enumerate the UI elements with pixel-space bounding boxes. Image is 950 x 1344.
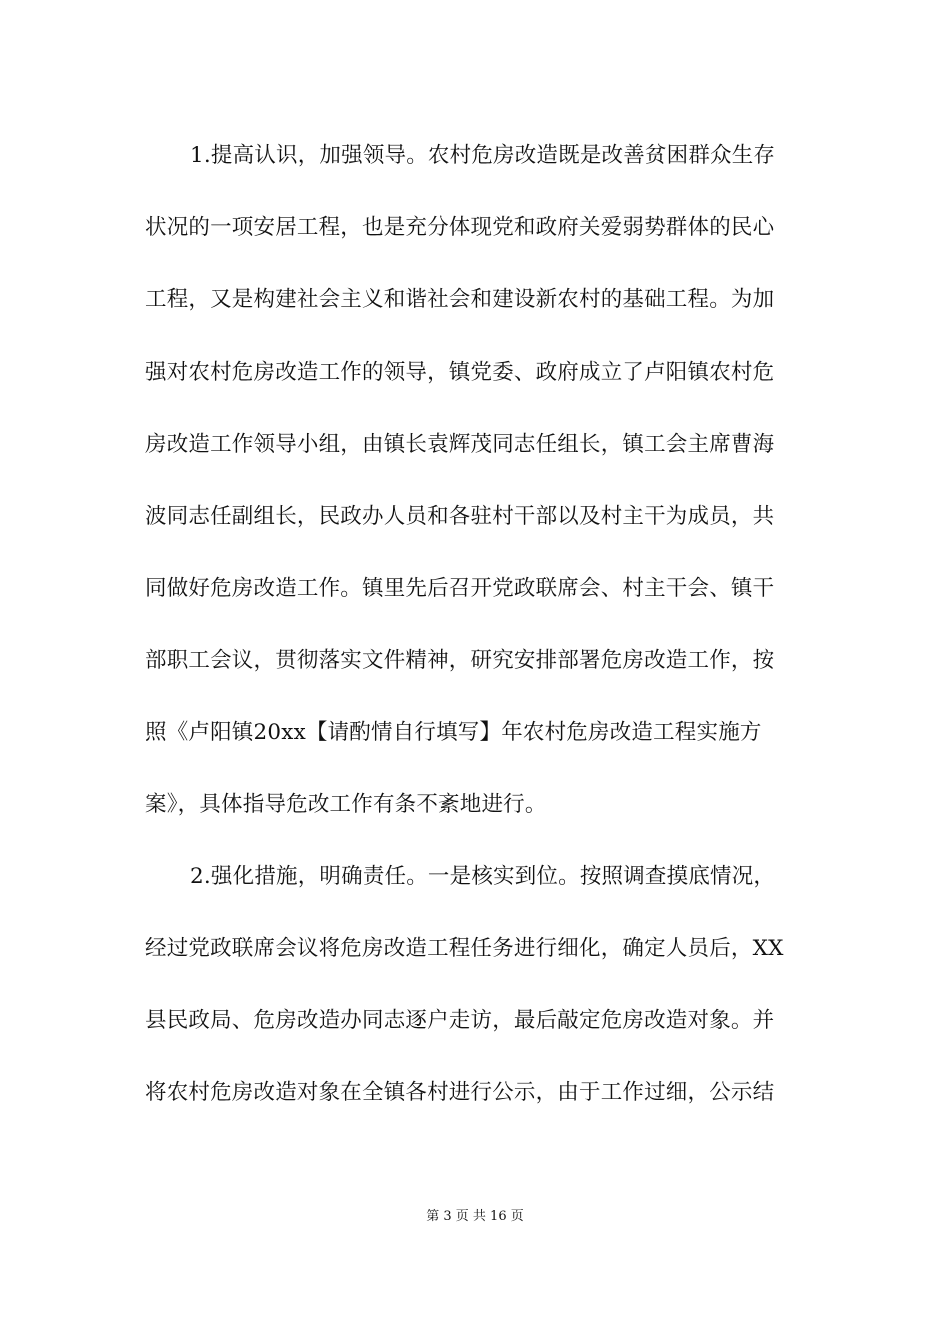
paragraph-1-line-1: 1.提高认识，加强领导。农村危房改造既是改善贫困群众生存 [190,143,776,168]
paragraph-2-line-1: 2.强化措施，明确责任。一是核实到位。按照调查摸底情况， [190,864,776,889]
paragraph-1-line-5: 房改造工作领导小组，由镇长袁辉茂同志任组长，镇工会主席曹海 [145,432,775,457]
paragraph-2-line-2: 经过党政联席会议将危房改造工程任务进行细化，确定人员后，XX [145,936,784,961]
paragraph-1-line-3: 工程，又是构建社会主义和谐社会和建设新农村的基础工程。为加 [145,287,775,312]
paragraph-1-line-10: 案》，具体指导危改工作有条不紊地进行。 [145,792,547,817]
paragraph-1-line-7: 同做好危房改造工作。镇里先后召开党政联席会、村主干会、镇干 [145,576,775,601]
paragraph-1-line-2: 状况的一项安居工程，也是充分体现党和政府关爱弱势群体的民心 [145,215,775,240]
paragraph-1-line-4: 强对农村危房改造工作的领导，镇党委、政府成立了卢阳镇农村危 [145,360,775,385]
paragraph-2-line-3: 县民政局、危房改造办同志逐户走访，最后敲定危房改造对象。并 [145,1008,775,1033]
paragraph-1-line-8: 部职工会议，贯彻落实文件精神，研究安排部署危房改造工作，按 [145,648,775,673]
paragraph-1-line-9: 照《卢阳镇20xx【请酌情自行填写】年农村危房改造工程实施方 [145,720,762,745]
paragraph-1-line-6: 波同志任副组长，民政办人员和各驻村干部以及村主干为成员，共 [145,504,775,529]
paragraph-2-line-4: 将农村危房改造对象在全镇各村进行公示，由于工作过细，公示结 [145,1080,775,1105]
page-number-footer: 第 3 页 共 16 页 [426,1209,524,1224]
